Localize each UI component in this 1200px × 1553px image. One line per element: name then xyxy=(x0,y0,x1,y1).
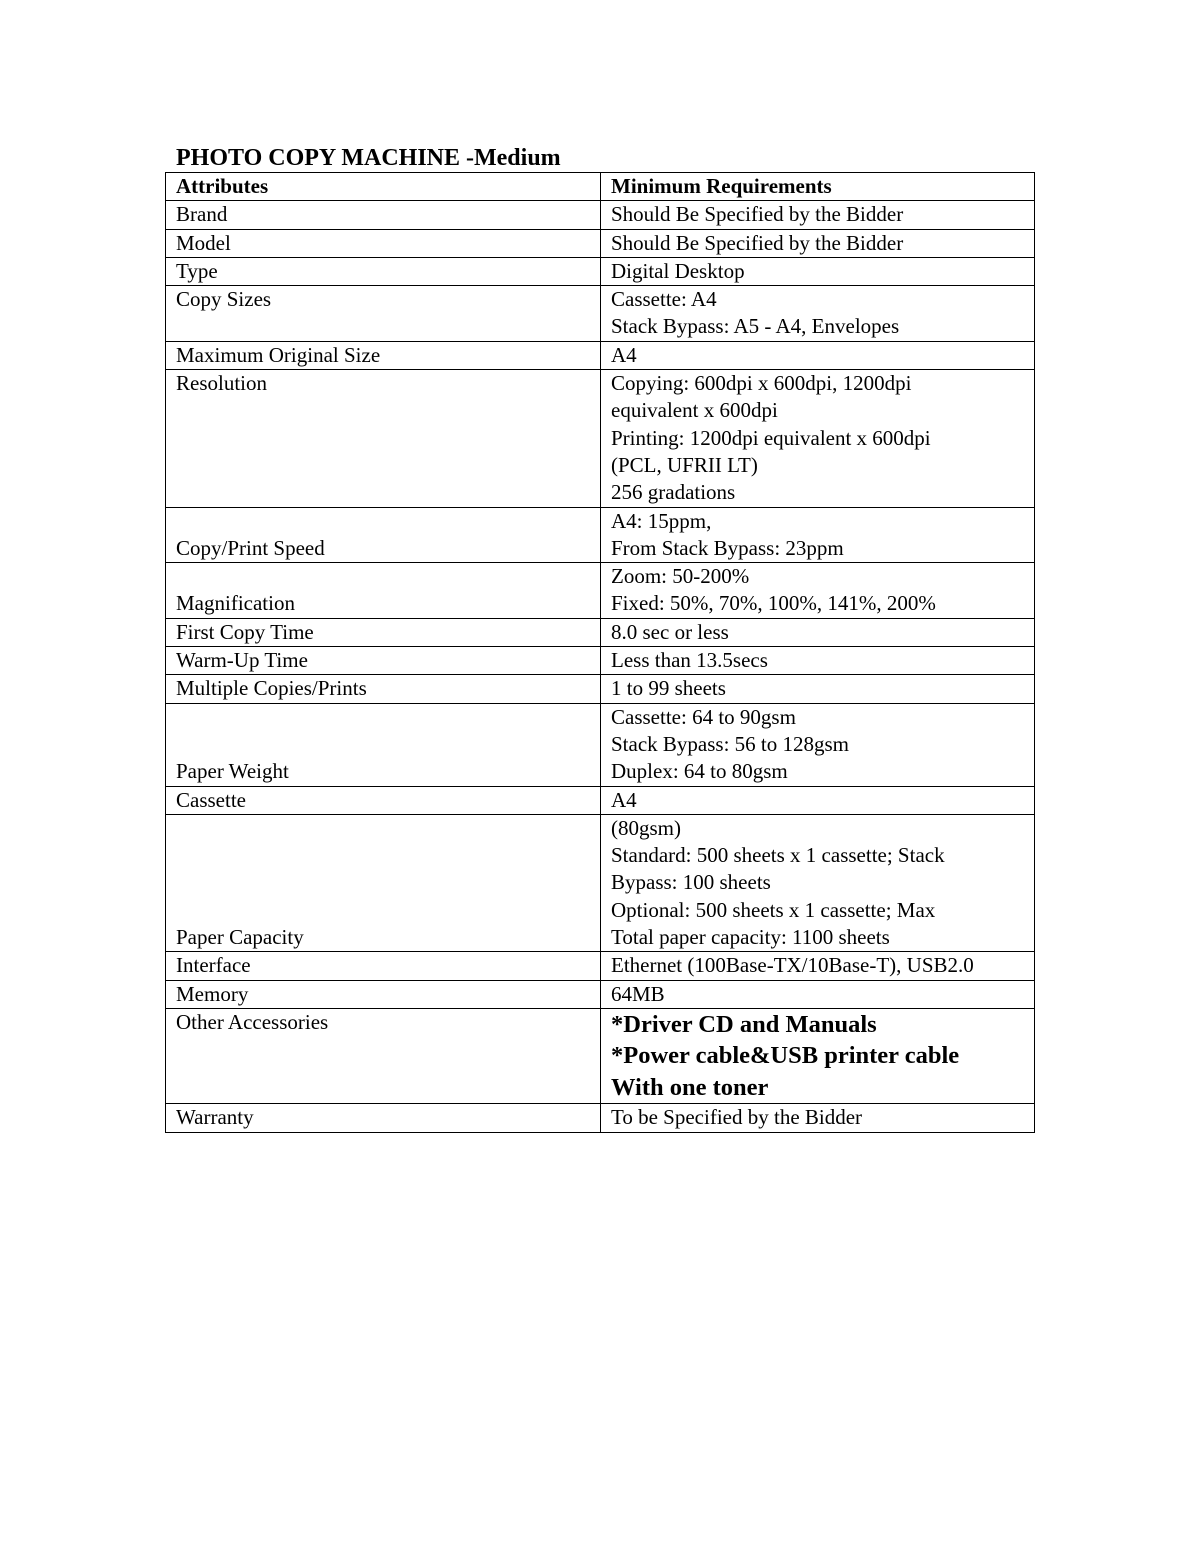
requirement-cell xyxy=(601,370,1035,507)
table-row xyxy=(166,952,1035,980)
requirement-line: Stack Bypass: 56 to 128gsm xyxy=(611,731,850,756)
requirement-line: 8.0 sec or less xyxy=(611,619,729,644)
table-row xyxy=(166,647,1035,675)
table-row xyxy=(166,675,1035,703)
requirement-cell xyxy=(601,1008,1035,1104)
requirement-line: 256 gradations xyxy=(611,480,736,505)
requirement-cell xyxy=(601,952,1035,980)
requirement-line: 64MB xyxy=(611,981,665,1006)
table-row xyxy=(166,201,1035,229)
requirement-cell xyxy=(601,703,1035,786)
table-row xyxy=(166,814,1035,951)
requirement-line: Zoom: 50-200% xyxy=(611,564,750,589)
attribute-cell: Type xyxy=(166,257,601,285)
attribute-cell: Resolution xyxy=(166,370,601,507)
requirement-line: equivalent x 600dpi xyxy=(611,398,778,423)
requirement-line: Should Be Specified by the Bidder xyxy=(611,230,904,255)
requirement-line: Optional: 500 sheets x 1 cassette; Max xyxy=(611,897,936,922)
table-row xyxy=(166,507,1035,563)
table-row xyxy=(166,1104,1035,1132)
requirement-line: Stack Bypass: A5 - A4, Envelopes xyxy=(611,314,900,339)
requirement-line: Cassette: 64 to 90gsm xyxy=(611,704,796,729)
requirement-line: With one toner xyxy=(611,1073,769,1101)
table-row xyxy=(166,229,1035,257)
requirement-line: Digital Desktop xyxy=(611,258,745,283)
attribute-cell: Maximum Original Size xyxy=(166,341,601,369)
requirement-cell xyxy=(601,257,1035,285)
requirement-line: Printing: 1200dpi equivalent x 600dpi xyxy=(611,425,931,450)
attribute-cell: First Copy Time xyxy=(166,618,601,646)
requirement-line: Should Be Specified by the Bidder xyxy=(611,202,904,227)
requirement-cell xyxy=(601,786,1035,814)
attribute-cell: Warm-Up Time xyxy=(166,647,601,675)
requirement-line: Ethernet (100Base-TX/10Base-T), USB2.0 xyxy=(611,953,974,978)
attribute-cell: Memory xyxy=(166,980,601,1008)
table-row xyxy=(166,618,1035,646)
table-row xyxy=(166,370,1035,507)
attribute-cell: Paper Capacity xyxy=(166,814,601,951)
header-minimum-requirements: Minimum Requirements xyxy=(601,173,1035,201)
requirement-cell xyxy=(601,507,1035,563)
requirement-cell xyxy=(601,980,1035,1008)
header-attributes: Attributes xyxy=(166,173,601,201)
table-row xyxy=(166,703,1035,786)
requirement-line: Standard: 500 sheets x 1 cassette; Stack xyxy=(611,843,945,868)
requirement-line: Copying: 600dpi x 600dpi, 1200dpi xyxy=(611,371,912,396)
table-row xyxy=(166,786,1035,814)
attribute-cell: Brand xyxy=(166,201,601,229)
table-row xyxy=(166,980,1035,1008)
requirement-line: To be Specified by the Bidder xyxy=(611,1105,863,1130)
page-title: PHOTO COPY MACHINE -Medium xyxy=(176,145,561,171)
requirement-cell xyxy=(601,814,1035,951)
attribute-cell: Warranty xyxy=(166,1104,601,1132)
attribute-cell: Magnification xyxy=(166,563,601,619)
requirement-cell xyxy=(601,618,1035,646)
requirement-cell xyxy=(601,201,1035,229)
requirement-line: *Power cable&USB printer cable xyxy=(611,1042,960,1070)
table-row xyxy=(166,286,1035,342)
spec-table xyxy=(165,172,1035,1133)
attribute-cell: Paper Weight xyxy=(166,703,601,786)
requirement-line: 1 to 99 sheets xyxy=(611,676,726,701)
requirement-cell xyxy=(601,1104,1035,1132)
attribute-cell: Copy Sizes xyxy=(166,286,601,342)
requirement-line: Less than 13.5secs xyxy=(611,648,768,673)
requirement-line: Total paper capacity: 1100 sheets xyxy=(611,925,890,950)
table-row xyxy=(166,1008,1035,1104)
attribute-cell: Multiple Copies/Prints xyxy=(166,675,601,703)
requirement-cell xyxy=(601,229,1035,257)
table-header-row xyxy=(166,173,1035,201)
requirement-cell xyxy=(601,675,1035,703)
requirement-line: Cassette: A4 xyxy=(611,287,717,312)
table-row xyxy=(166,563,1035,619)
requirement-line: A4: 15ppm, xyxy=(611,508,712,533)
requirement-line: Bypass: 100 sheets xyxy=(611,870,771,895)
requirement-line: (PCL, UFRII LT) xyxy=(611,452,758,477)
table-row xyxy=(166,341,1035,369)
requirement-cell xyxy=(601,563,1035,619)
table-row xyxy=(166,257,1035,285)
attribute-cell: Copy/Print Speed xyxy=(166,507,601,563)
requirement-line: (80gsm) xyxy=(611,815,681,840)
attribute-cell: Interface xyxy=(166,952,601,980)
requirement-cell xyxy=(601,286,1035,342)
requirement-line: From Stack Bypass: 23ppm xyxy=(611,535,844,560)
attribute-cell: Model xyxy=(166,229,601,257)
requirement-cell xyxy=(601,341,1035,369)
requirement-line: A4 xyxy=(611,787,637,812)
requirement-line: Duplex: 64 to 80gsm xyxy=(611,759,788,784)
requirement-line: A4 xyxy=(611,342,637,367)
requirement-line: *Driver CD and Manuals xyxy=(611,1010,877,1038)
attribute-cell: Cassette xyxy=(166,786,601,814)
requirement-line: Fixed: 50%, 70%, 100%, 141%, 200% xyxy=(611,591,936,616)
requirement-cell xyxy=(601,647,1035,675)
attribute-cell: Other Accessories xyxy=(166,1008,601,1104)
